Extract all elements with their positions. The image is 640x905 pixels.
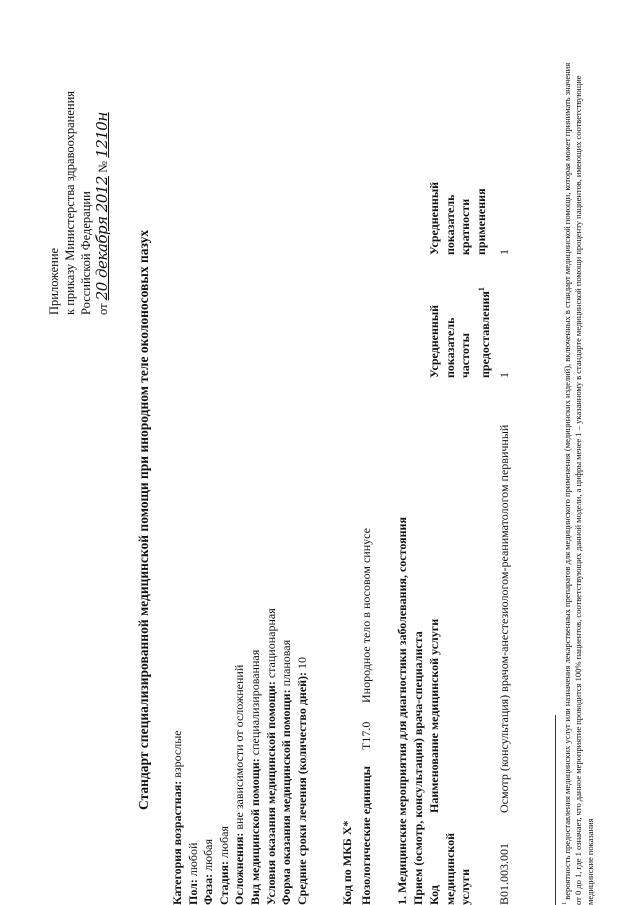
appendix-header [46, 91, 111, 315]
nosology-label: Нозологические единицы [359, 765, 373, 905]
icd-heading: Код по МКБ X* [340, 820, 354, 905]
meta-sex: Пол: любой [185, 842, 200, 905]
col-header-frequency: Усредненный показатель частоты предоставления$^1$ [427, 287, 492, 378]
footnote-text: вероятность предоставления медицинских услуг или назначения лекарственных препаратов для медицинского применения (медицинских изделий), включенных в стандарт медицинской помощи, которая может принимать значения от 0 до 1, где 1 означает, что данное мероприятие проводится 100% пациентов, соответствующих данной модели, а цифры менее 1 – указанному в стандарте медицинской помощи проценту пациентов, имеющих соответствующие медицинские показания [561, 62, 595, 905]
meta-care-form: Форма оказания медицинской помощи: плановая [279, 639, 294, 905]
row-multiplicity: 1 [497, 249, 511, 255]
icd-name: Инородное тело в носовом синусе [359, 528, 373, 703]
meta-care-conditions: Условия оказания медицинской помощи: стационарная [263, 608, 278, 905]
standard-meta-list [170, 608, 310, 905]
row-service-name: Осмотр (консультация) врачом-анестезиологом-реаниматологом первичный [497, 424, 511, 813]
meta-phase: Фаза: любая [201, 838, 216, 905]
handwritten-number: 1210н [93, 112, 111, 158]
meta-treatment-duration: Средние сроки лечения (количество дней): 10 [294, 656, 309, 905]
meta-age-category: Категория возрастная: взрослые [170, 730, 184, 905]
appendix-line-1: Приложение [47, 247, 61, 315]
frequency-footnote-marker: 1 [476, 287, 486, 292]
handwritten-date: 20 декабря 2012 [93, 176, 111, 301]
meta-stage: Стадия: любая [216, 826, 231, 905]
col-header-code: Код медицинской услуги [427, 832, 472, 905]
section-title: 1. Медицинские мероприятия для диагностики заболевания, состояния [395, 517, 409, 905]
meta-complications: Осложнения: вне зависимости от осложнений [232, 664, 247, 905]
appendix-date-line [94, 91, 111, 315]
col-header-name: Наименование медицинской услуги [427, 618, 441, 813]
icd-code: T17.0 [359, 721, 373, 750]
row-code: B01.003.001 [497, 842, 511, 905]
date-prefix: от [96, 303, 110, 315]
document-title: Стандарт специализированной медицинской помощи при инородном теле околоносовых пазух [136, 229, 151, 810]
meta-care-type: Вид медицинской помощи: специализированная [247, 649, 262, 905]
row-frequency: 1 [497, 372, 511, 378]
footnote-divider [555, 715, 556, 905]
appendix-line-2: к приказу Министерства здравоохранения [63, 90, 77, 315]
footnote-marker: 1 [561, 901, 568, 905]
section-subtitle: Прием (осмотр, консультация) врача-специалиста [411, 631, 425, 905]
appendix-line-3: Российской Федерации [79, 191, 93, 315]
footnote [559, 60, 596, 905]
number-sign: № [96, 160, 110, 173]
col-header-multiplicity: Усредненный показатель кратности применения [427, 181, 488, 255]
